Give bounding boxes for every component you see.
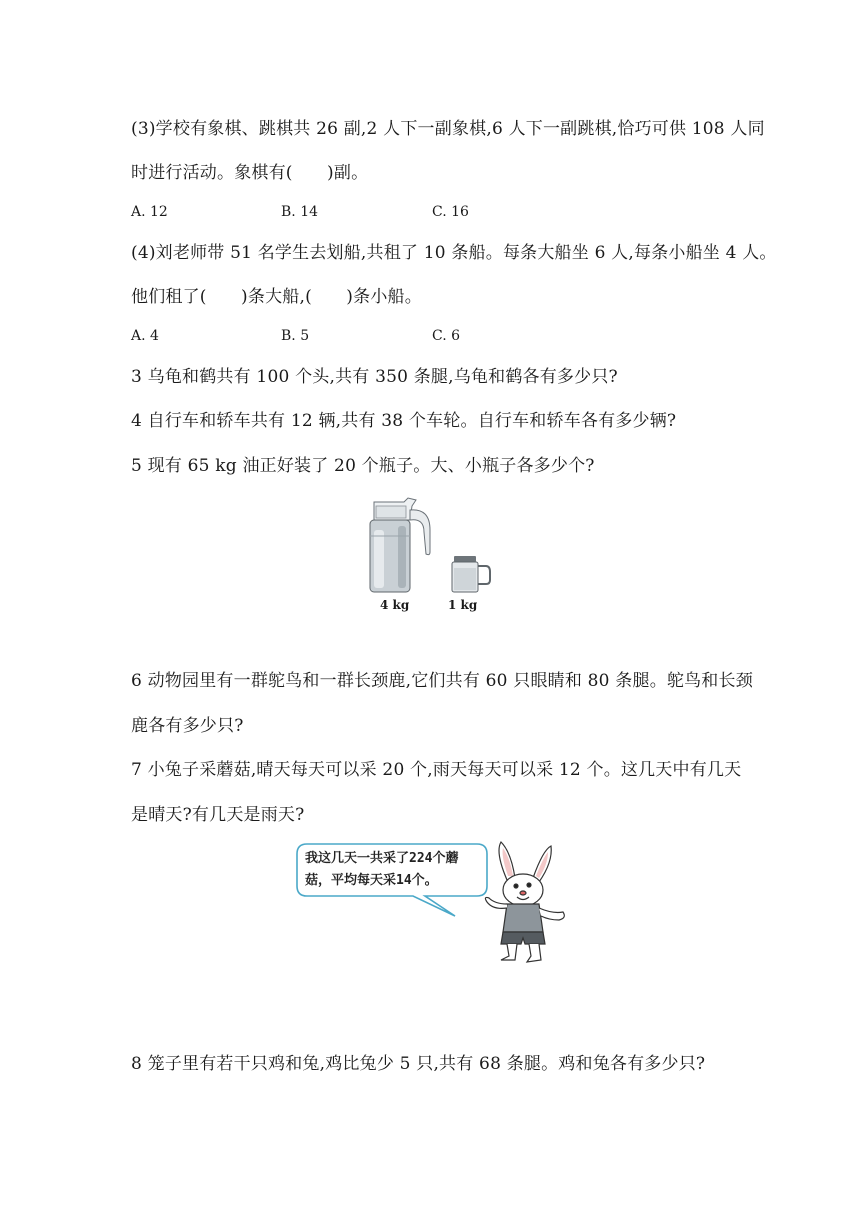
rabbit-icon — [485, 842, 564, 962]
question-8: 8 笼子里有若干只鸡和兔,鸡比兔少 5 只,共有 68 条腿。鸡和兔各有多少只? — [131, 1054, 706, 1074]
q4-sub-line2: 他们租了( )条大船,( )条小船。 — [131, 287, 422, 307]
small-bottle-label: 1 kg — [448, 598, 478, 612]
question-6-line2: 鹿各有多少只? — [131, 716, 244, 736]
big-bottle-label: 4 kg — [380, 598, 410, 612]
option-c: C. 16 — [432, 204, 469, 220]
option-a: A. 12 — [131, 204, 168, 220]
question-6-line1: 6 动物园里有一群鸵鸟和一群长颈鹿,它们共有 60 只眼睛和 80 条腿。鸵鸟和长颈 — [131, 671, 753, 691]
bubble-line1: 我这几天一共采了224个蘑 — [305, 851, 459, 866]
oil-bottles-figure — [360, 496, 500, 616]
question-5: 5 现有 65 kg 油正好装了 20 个瓶子。大、小瓶子各多少个? — [131, 456, 595, 476]
option-b: B. 5 — [281, 328, 310, 344]
question-3: 3 乌龟和鹤共有 100 个头,共有 350 条腿,乌龟和鹤各有多少只? — [131, 367, 618, 387]
option-b: B. 14 — [281, 204, 319, 220]
option-c: C. 6 — [432, 328, 461, 344]
question-4: 4 自行车和轿车共有 12 辆,共有 38 个车轮。自行车和轿车各有多少辆? — [131, 411, 677, 431]
q3-sub-line1: (3)学校有象棋、跳棋共 26 副,2 人下一副象棋,6 人下一副跳棋,恰巧可供 108 人同 — [131, 119, 765, 139]
small-bottle-icon — [452, 556, 490, 592]
q4-sub-line1: (4)刘老师带 51 名学生去划船,共租了 10 条船。每条大船坐 6 人,每条小船坐 4 人。 — [131, 243, 777, 263]
question-7-line1: 7 小兔子采蘑菇,晴天每天可以采 20 个,雨天每天可以采 12 个。这几天中有几天 — [131, 760, 742, 780]
bubble-line2: 菇，平均每天采14个。 — [305, 873, 438, 888]
question-7-line2: 是晴天?有几天是雨天? — [131, 805, 305, 825]
q3-sub-line2: 时进行活动。象棋有( )副。 — [131, 163, 369, 183]
big-bottle-icon — [370, 498, 430, 592]
option-a: A. 4 — [131, 328, 159, 344]
rabbit-figure — [295, 838, 575, 968]
